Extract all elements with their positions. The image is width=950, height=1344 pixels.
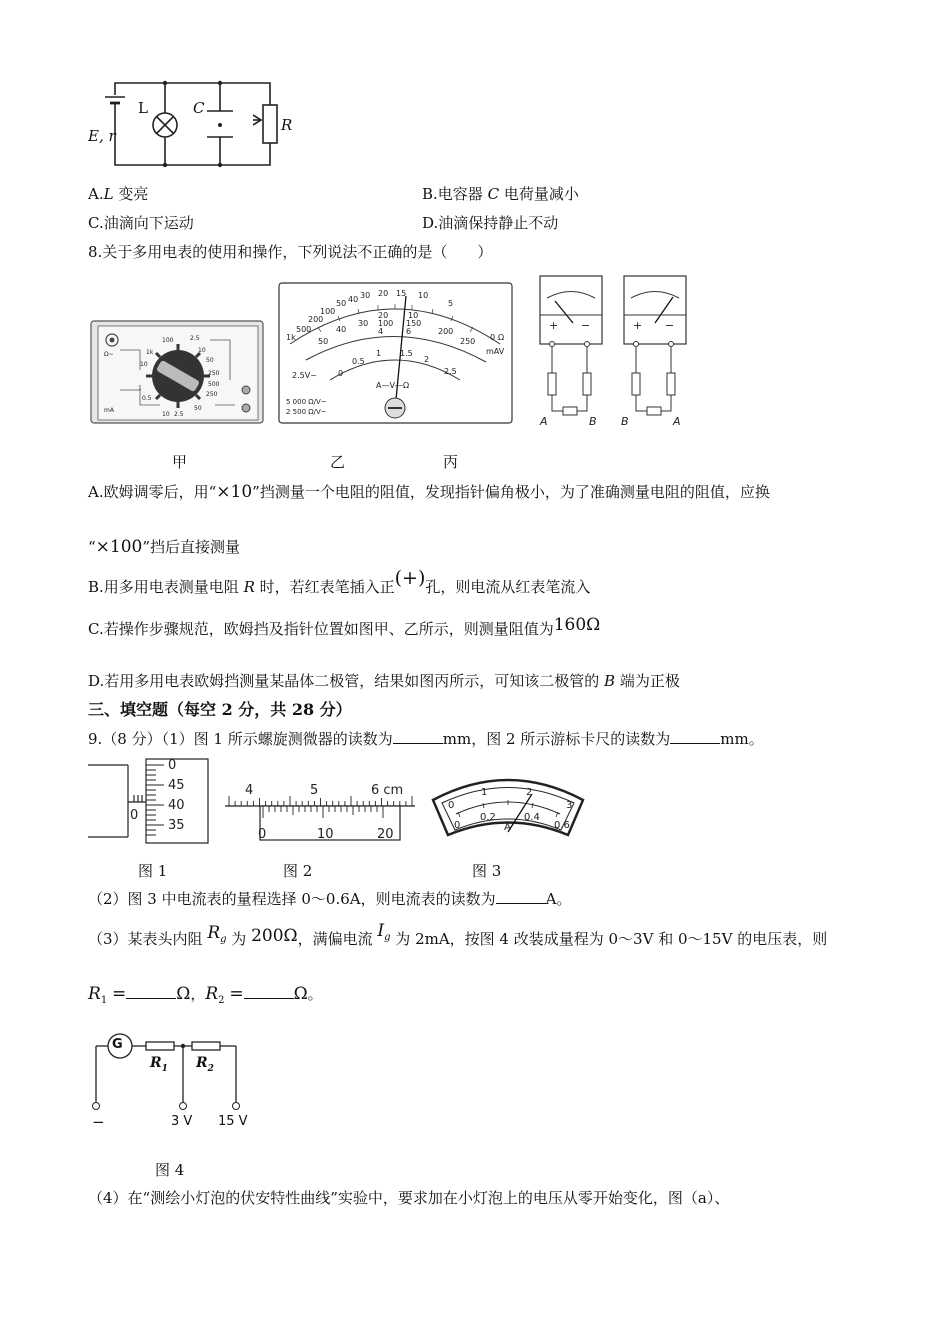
svg-text:40: 40 (168, 798, 185, 813)
svg-text:0.6: 0.6 (554, 820, 570, 831)
q8-option-a-line2: “×100”挡后直接测量 (88, 537, 241, 557)
svg-text:30: 30 (358, 319, 369, 328)
label-R1: $R_1$ (150, 1055, 168, 1074)
svg-text:+: + (549, 319, 559, 332)
svg-text:20: 20 (377, 827, 394, 842)
svg-text:4: 4 (245, 783, 254, 798)
svg-text:20: 20 (378, 311, 389, 320)
svg-text:1: 1 (376, 349, 382, 358)
svg-text:B: B (621, 415, 629, 428)
svg-text:0: 0 (168, 758, 177, 773)
svg-text:200: 200 (308, 315, 324, 324)
svg-text:10: 10 (162, 411, 170, 418)
svg-text:1k: 1k (286, 333, 296, 342)
svg-text:250: 250 (208, 370, 220, 377)
svg-text:A: A (673, 415, 681, 428)
svg-text:30: 30 (360, 291, 371, 300)
q7-option-d: D.油滴保持静止不动 (422, 214, 559, 232)
q8-option-b: B.用多用电表测量电阻 R 时，若红表笔插入正(+)孔，则电流从红表笔流入 (88, 567, 591, 596)
q9-part2: （2）图 3 中电流表的量程选择 0～0.6A，则电流表的读数为 A。 (88, 890, 572, 908)
svg-text:0.4: 0.4 (524, 812, 540, 823)
svg-text:0: 0 (338, 369, 344, 378)
svg-text:1: 1 (481, 787, 488, 798)
svg-text:2: 2 (526, 787, 533, 798)
svg-text:10: 10 (418, 291, 429, 300)
svg-text:1k: 1k (146, 349, 154, 356)
circuit-q7 (85, 75, 285, 170)
svg-text:100: 100 (378, 319, 394, 328)
svg-text:−: − (665, 319, 675, 332)
figure-ammeter (428, 770, 588, 845)
svg-text:+: + (633, 319, 643, 332)
svg-text:2: 2 (424, 355, 430, 364)
answer-blank-micrometer[interactable] (393, 729, 443, 744)
svg-text:500: 500 (208, 381, 220, 388)
answer-blank-r2[interactable] (244, 984, 294, 999)
svg-text:20: 20 (378, 289, 389, 298)
caption-fig2: 图 2 (283, 862, 313, 880)
q7-option-a: A.L 变亮 (88, 185, 149, 203)
svg-text:150: 150 (406, 319, 422, 328)
svg-text:10: 10 (317, 827, 334, 842)
label-C: C (193, 99, 205, 117)
caption-fig3: 图 3 (472, 862, 502, 880)
figure-caliper (225, 780, 415, 845)
svg-text:2.5V~: 2.5V~ (292, 371, 317, 380)
svg-text:3: 3 (566, 800, 573, 811)
label-G: G (112, 1037, 123, 1052)
q9-part3: （3）某表头内阻 $R_g$ 为 200Ω，满偏电流 $I_g$ 为 2mA，按图 4 改装成量程为 0～3V 和 0～15V 的电压表，则 (88, 921, 828, 948)
svg-text:250: 250 (460, 337, 476, 346)
svg-text:Ω~: Ω~ (104, 351, 114, 358)
svg-text:2.5: 2.5 (174, 411, 184, 418)
svg-text:10: 10 (198, 347, 206, 354)
svg-text:45: 45 (168, 778, 185, 793)
svg-text:15: 15 (396, 289, 407, 298)
label-L: L (138, 99, 148, 117)
caption-bing: 丙 (443, 453, 459, 471)
label-R2: $R_2$ (196, 1055, 214, 1074)
svg-text:1.5: 1.5 (400, 349, 413, 358)
label-R: R (281, 116, 293, 134)
svg-text:2.5: 2.5 (444, 367, 457, 376)
svg-text:5: 5 (448, 299, 454, 308)
figure-meter-face (278, 282, 513, 424)
figure-multimeter-dial (90, 320, 265, 425)
svg-text:−: − (581, 319, 591, 332)
q8-option-c: C.若操作步骤规范，欧姆挡及指针位置如图甲、乙所示，则测量阻值为160Ω (88, 615, 601, 638)
figure-diode-tests (537, 273, 687, 428)
svg-text:500: 500 (296, 325, 312, 334)
q8-option-d: D.若用多用电表欧姆挡测量某晶体二极管，结果如图丙所示，可知该二极管的 B 端为正极 (88, 672, 680, 690)
svg-text:250: 250 (206, 391, 218, 398)
answer-blank-caliper[interactable] (670, 729, 720, 744)
q9-part4: （4）在“测绘小灯泡的伏安特性曲线”实验中，要求加在小灯泡上的电压从零开始变化，图（a）、 (88, 1189, 730, 1207)
svg-text:1: 1 (138, 385, 142, 392)
caption-fig4: 图 4 (155, 1161, 185, 1179)
svg-text:mAV: mAV (486, 347, 505, 356)
answer-blank-ammeter[interactable] (496, 889, 546, 904)
figure-micrometer (88, 757, 213, 847)
svg-text:0: 0 (448, 800, 455, 811)
svg-text:6 cm: 6 cm (371, 783, 404, 798)
svg-text:10: 10 (140, 361, 148, 368)
svg-text:50: 50 (318, 337, 329, 346)
svg-text:0: 0 (490, 333, 496, 342)
svg-text:6: 6 (406, 327, 412, 336)
svg-text:200: 200 (438, 327, 454, 336)
answer-blank-r1[interactable] (126, 984, 176, 999)
svg-text:10: 10 (408, 311, 419, 320)
label-minus-terminal: − (92, 1113, 105, 1131)
svg-text:0.2: 0.2 (480, 812, 496, 823)
label-3v: 3 V (171, 1114, 193, 1129)
svg-text:0: 0 (454, 820, 461, 831)
svg-text:0.5: 0.5 (142, 395, 152, 402)
svg-text:0.5: 0.5 (352, 357, 365, 366)
svg-text:2 500 Ω/V~: 2 500 Ω/V~ (286, 408, 327, 416)
q9-part3-answers: $R_1 = \Omega$，$R_2 = \Omega$。 (88, 984, 323, 1006)
q7-option-c: C.油滴向下运动 (88, 214, 194, 232)
caption-yi: 乙 (330, 453, 346, 471)
q8-option-a-line1: A.欧姆调零后，用“×10”挡测量一个电阻的阻值，发现指针偏角极小，为了准确测量电阻的阻值，应换 (88, 482, 770, 502)
svg-text:B: B (589, 415, 597, 428)
svg-text:A: A (540, 415, 548, 428)
q7-option-b: B.电容器 C 电荷量减小 (422, 185, 579, 203)
caption-fig1: 图 1 (138, 862, 168, 880)
q9-part1: 9.（8 分）（1）图 1 所示螺旋测微器的读数为 mm，图 2 所示游标卡尺的读数为 mm。 (88, 730, 764, 748)
svg-text:5 000 Ω/V~: 5 000 Ω/V~ (286, 398, 327, 406)
svg-text:50: 50 (336, 299, 347, 308)
svg-text:50: 50 (206, 357, 214, 364)
label-E-r: E, r (88, 127, 116, 145)
svg-text:0: 0 (258, 827, 267, 842)
section-3-title: 三、填空题（每空 2 分，共 28 分） (88, 700, 352, 719)
svg-text:35: 35 (168, 818, 185, 833)
svg-text:Ω: Ω (498, 333, 505, 342)
svg-text:40: 40 (348, 295, 359, 304)
svg-text:100: 100 (162, 337, 174, 344)
svg-text:4: 4 (378, 327, 384, 336)
svg-text:A: A (504, 822, 511, 833)
svg-text:mA: mA (104, 407, 114, 414)
svg-text:40: 40 (336, 325, 347, 334)
svg-text:A—V—Ω: A—V—Ω (376, 381, 410, 390)
caption-jia: 甲 (172, 453, 188, 471)
svg-text:5: 5 (310, 783, 319, 798)
svg-text:100: 100 (320, 307, 336, 316)
label-15v: 15 V (218, 1114, 248, 1129)
svg-text:2.5: 2.5 (190, 335, 200, 342)
q8-stem: 8.关于多用电表的使用和操作，下列说法不正确的是（ ） (88, 243, 493, 261)
svg-text:0: 0 (130, 808, 139, 823)
svg-text:50: 50 (194, 405, 202, 412)
